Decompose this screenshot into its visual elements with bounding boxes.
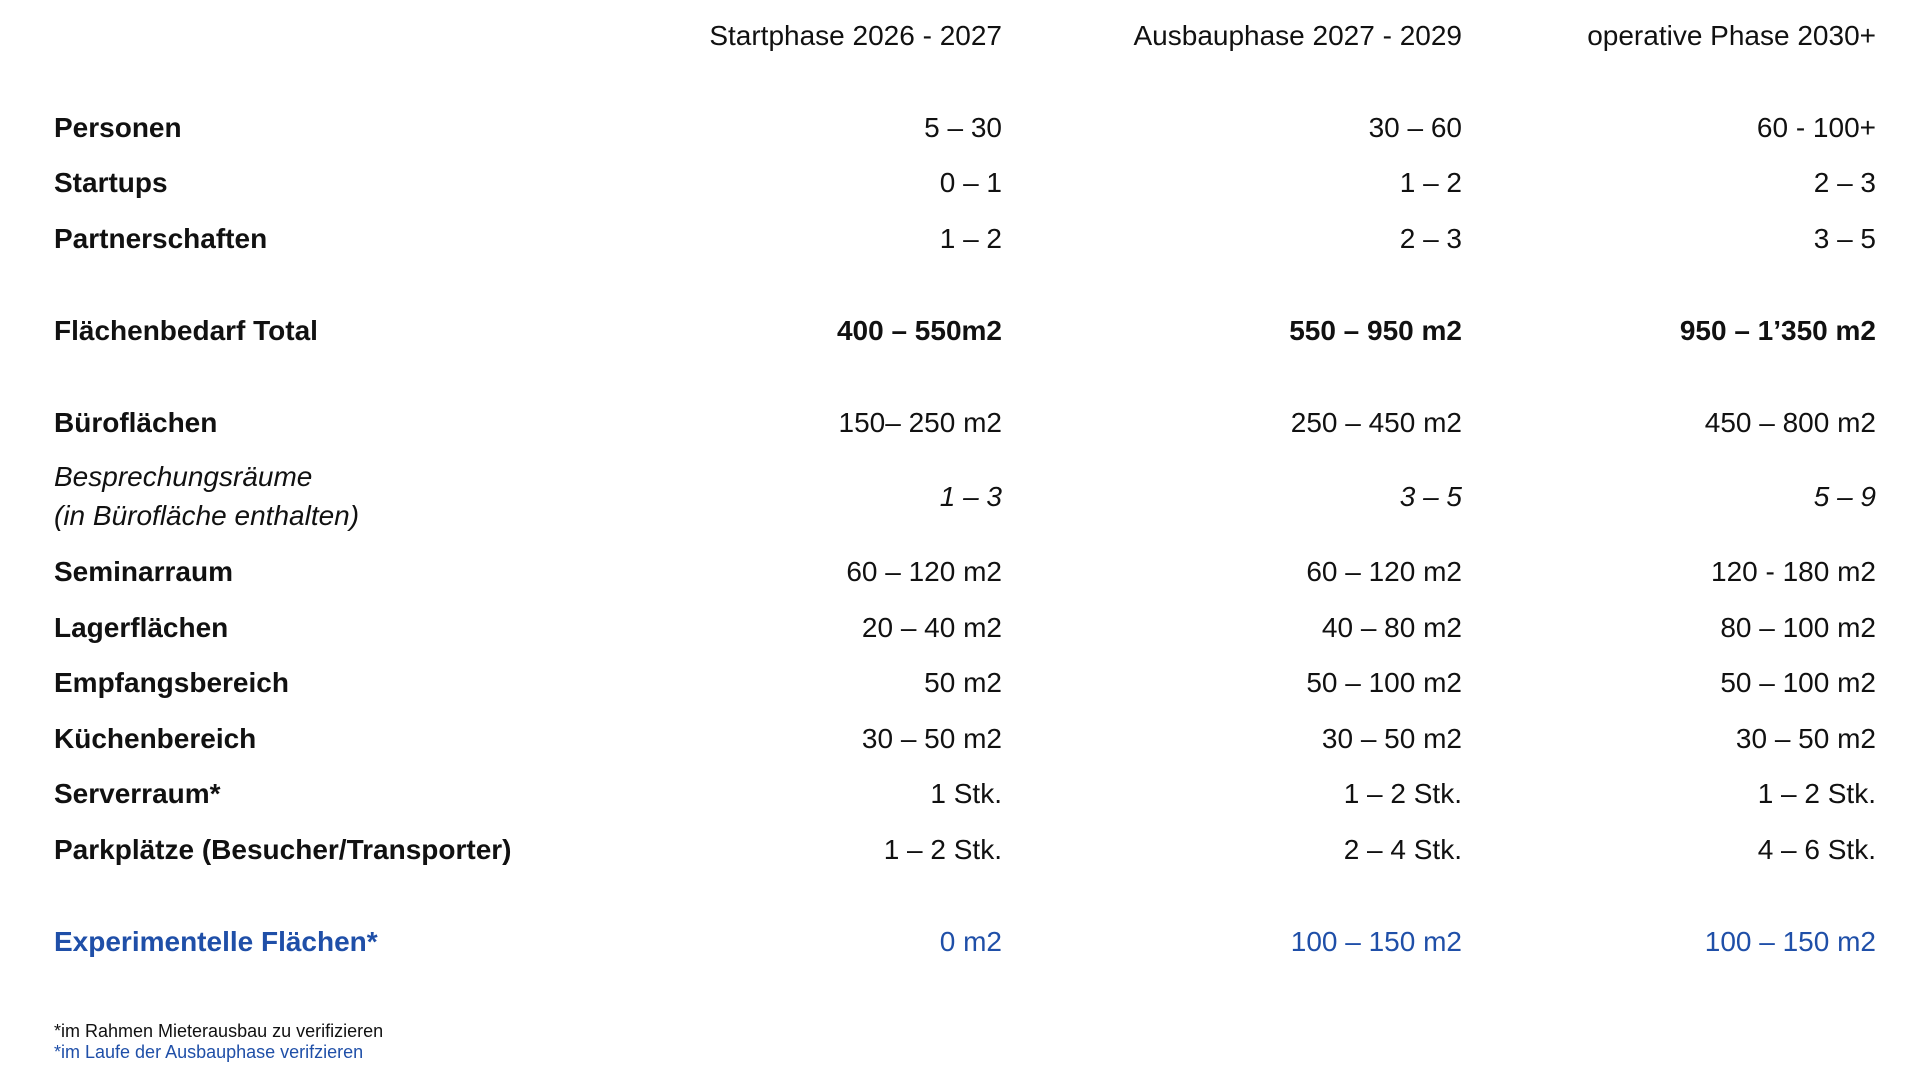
cell-seminarraum-ausbauphase: 60 – 120 m2 <box>1306 556 1462 587</box>
cell-serverraum-startphase: 1 Stk. <box>930 778 1002 809</box>
row-label-flaechenbedarf-total: Flächenbedarf Total <box>54 315 318 346</box>
cell-startups-operative: 2 – 3 <box>1813 167 1876 198</box>
cell-experimentelle-startphase: 0 m2 <box>939 926 1002 957</box>
row-label-serverraum: Serverraum* <box>54 778 221 809</box>
cell-partnerschaften-operative: 3 – 5 <box>1813 223 1876 254</box>
row-label-besprechungsraeume <box>54 457 359 535</box>
cell-lagerflaechen-ausbauphase: 40 – 80 m2 <box>1321 612 1462 643</box>
row-label-empfangsbereich: Empfangsbereich <box>54 667 289 698</box>
cell-personen-operative: 60 - 100+ <box>1756 112 1876 143</box>
cell-serverraum-operative: 1 – 2 Stk. <box>1757 778 1876 809</box>
row-label-lagerflaechen: Lagerflächen <box>54 612 229 643</box>
cell-personen-ausbauphase: 30 – 60 <box>1368 112 1462 143</box>
cell-bueroflaechen-operative: 450 – 800 m2 <box>1704 407 1876 438</box>
cell-kuechenbereich-startphase: 30 – 50 m2 <box>861 723 1002 754</box>
footnote-ausbauphase: *im Laufe der Ausbauphase verifzieren <box>54 1042 364 1062</box>
row-label-experimentelle-flaechen: Experimentelle Flächen* <box>54 926 378 957</box>
cell-bueroflaechen-ausbauphase: 250 – 450 m2 <box>1290 407 1462 438</box>
header-ausbauphase: Ausbauphase 2027 - 2029 <box>1133 20 1462 51</box>
cell-parkplaetze-startphase: 1 – 2 Stk. <box>883 834 1002 865</box>
cell-partnerschaften-ausbauphase: 2 – 3 <box>1399 223 1462 254</box>
row-label-bueroflaechen: Büroflächen <box>54 407 218 438</box>
row-label-kuechenbereich: Küchenbereich <box>54 723 257 754</box>
footnote-mieterausbau: *im Rahmen Mieterausbau zu verifizieren <box>54 1021 384 1041</box>
row-label-startups: Startups <box>54 167 168 198</box>
row-label-parkplaetze: Parkplätze (Besucher/Transporter) <box>54 834 512 865</box>
row-label-besprechungsraeume-line2: (in Bürofläche enthalten) <box>54 500 360 531</box>
cell-flaechenbedarf-ausbauphase: 550 – 950 m2 <box>1289 315 1462 346</box>
cell-lagerflaechen-startphase: 20 – 40 m2 <box>861 612 1002 643</box>
row-label-partnerschaften: Partnerschaften <box>54 223 268 254</box>
cell-personen-startphase: 5 – 30 <box>924 112 1002 143</box>
cell-lagerflaechen-operative: 80 – 100 m2 <box>1720 612 1876 643</box>
cell-flaechenbedarf-startphase: 400 – 550m2 <box>836 315 1002 346</box>
cell-seminarraum-operative: 120 - 180 m2 <box>1711 556 1876 587</box>
cell-startups-startphase: 0 – 1 <box>939 167 1002 198</box>
cell-flaechenbedarf-operative: 950 – 1’350 m2 <box>1679 315 1876 346</box>
cell-empfangsbereich-ausbauphase: 50 – 100 m2 <box>1306 667 1462 698</box>
cell-empfangsbereich-operative: 50 – 100 m2 <box>1720 667 1876 698</box>
cell-experimentelle-operative: 100 – 150 m2 <box>1704 926 1876 957</box>
footnotes <box>54 1021 383 1063</box>
row-label-seminarraum: Seminarraum <box>54 556 233 587</box>
header-startphase: Startphase 2026 - 2027 <box>709 20 1002 51</box>
cell-bueroflaechen-startphase: 150– 250 m2 <box>838 407 1002 438</box>
cell-experimentelle-ausbauphase: 100 – 150 m2 <box>1290 926 1462 957</box>
cell-besprechungsraeume-startphase: 1 – 3 <box>939 481 1002 512</box>
cell-parkplaetze-operative: 4 – 6 Stk. <box>1757 834 1876 865</box>
row-label-personen: Personen <box>54 112 182 143</box>
cell-kuechenbereich-ausbauphase: 30 – 50 m2 <box>1321 723 1462 754</box>
cell-kuechenbereich-operative: 30 – 50 m2 <box>1735 723 1876 754</box>
cell-parkplaetze-ausbauphase: 2 – 4 Stk. <box>1343 834 1462 865</box>
header-operative-phase: operative Phase 2030+ <box>1587 20 1876 51</box>
cell-seminarraum-startphase: 60 – 120 m2 <box>846 556 1002 587</box>
cell-besprechungsraeume-operative: 5 – 9 <box>1813 481 1876 512</box>
cell-startups-ausbauphase: 1 – 2 <box>1399 167 1462 198</box>
cell-empfangsbereich-startphase: 50 m2 <box>924 667 1002 698</box>
cell-partnerschaften-startphase: 1 – 2 <box>939 223 1002 254</box>
cell-serverraum-ausbauphase: 1 – 2 Stk. <box>1343 778 1462 809</box>
row-label-besprechungsraeume-line1: Besprechungsräume <box>54 461 313 492</box>
cell-besprechungsraeume-ausbauphase: 3 – 5 <box>1399 481 1462 512</box>
